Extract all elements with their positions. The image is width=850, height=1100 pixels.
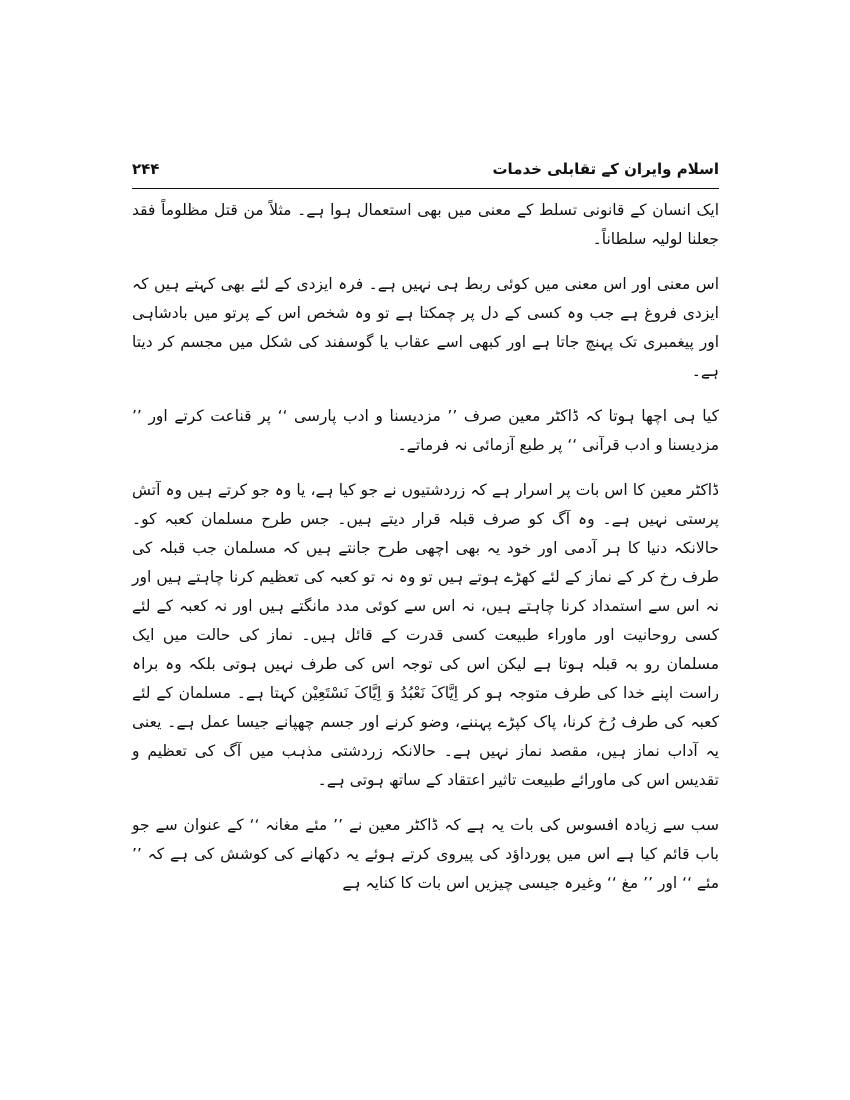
running-title: اسلام وایران کے تقابلی خدمات bbox=[492, 160, 719, 178]
paragraph: سب سے زیادہ افسوس کی بات یہ ہے کہ ڈاکٹر معین نے ’’ مئے مغانہ ‘‘ کے عنوان سے جو باب قائم کیا ہے اس میں پورداؤد کی پیروی کرتے ہوئے یہ دکھانے کی کوشش کی ہے کہ ’’ مئے ‘‘ اور ’’ مغ ‘‘ وغیرہ جیسی چیزیں اس بات کا کنایہ ہے bbox=[132, 816, 719, 892]
header-rule bbox=[132, 188, 719, 189]
page-number: ۲۴۴ bbox=[132, 160, 160, 178]
page-header bbox=[132, 160, 719, 188]
paragraph: کیا ہی اچھا ہوتا کہ ڈاکٹر معین صرف ’’ مزدیسنا و ادب پارسی ‘‘ پر قناعت کرتے اور ’’ مزدیسنا و ادب قرآنی ‘‘ پر طبع آزمائی نہ فرماتے۔ bbox=[132, 407, 719, 454]
paragraph: اس معنی اور اس معنی میں کوئی ربط ہی نہیں ہے۔ فرہ ایزدی کے لئے بھی کہتے ہیں کہ ایزدی فروغ ہے جب وہ کسی کے دل پر چمکتا ہے تو وہ شخص اس کے پرتو میں بادشاہی اور پیغمبری تک پہنچ جاتا ہے اور کبھی اسے عقاب یا گوسفند کی شکل میں مجسم کر دیتا ہے۔ bbox=[132, 275, 719, 380]
paragraph: ایک انسان کے قانونی تسلط کے معنی میں بھی استعمال ہوا ہے۔ مثلاً من قتل مظلوماً فقد جعلنا لولیہ سلطاناً۔ bbox=[132, 201, 719, 248]
paragraph: ڈاکٹر معین کا اس بات پر اسرار ہے کہ زردشتیوں نے جو کیا ہے، یا وہ جو کرتے ہیں وہ آتش پرستی نہیں ہے۔ وہ آگ کو صرف قبلہ قرار دیتے ہیں۔ جس طرح مسلمان کعبہ کو۔ حالانکہ دنیا کا ہر آدمی اور خود یہ بھی اچھی طرح جانتے ہیں کہ مسلمان جب قبلہ کی طرف رخ کر کے نماز کے لئے کھڑے ہوتے ہیں تو وہ نہ تو کعبہ کی تعظیم کرنا چاہتے ہیں اور نہ اس سے استمداد کرنا چاہتے ہیں، نہ اس سے کوئی مدد مانگتے ہیں اور نہ کعبہ کے لئے کسی روحانیت اور ماوراء طبیعت کسی قدرت کے قائل ہیں۔ نماز کی حالت میں ایک مسلمان رو بہ قبلہ ہوتا ہے لیکن اس کی توجہ اس کی طرف نہیں ہوتی بلکہ وہ براہ راست اپنے خدا کی طرف متوجہ ہو کر اِیَّاکَ نَعْبُدُ وَ اِیَّاکَ نَسْتَعِیْن کہتا ہے۔ مسلمان کے لئے کعبہ کی طرف رُخ کرنا، پاک کپڑے پہننے، وضو کرنے اور جسم چھپانے جیسا عمل ہے۔ یعنی یہ آداب نماز ہیں، مقصد نماز نہیں ہے۔ حالانکہ زردشتی مذہب میں آگ کی تعظیم و تقدیس اس کی ماورائے طبیعت تاثیر اعتقاد کے ساتھ ہوتی ہے۔ bbox=[132, 481, 719, 789]
body-text bbox=[132, 196, 719, 898]
